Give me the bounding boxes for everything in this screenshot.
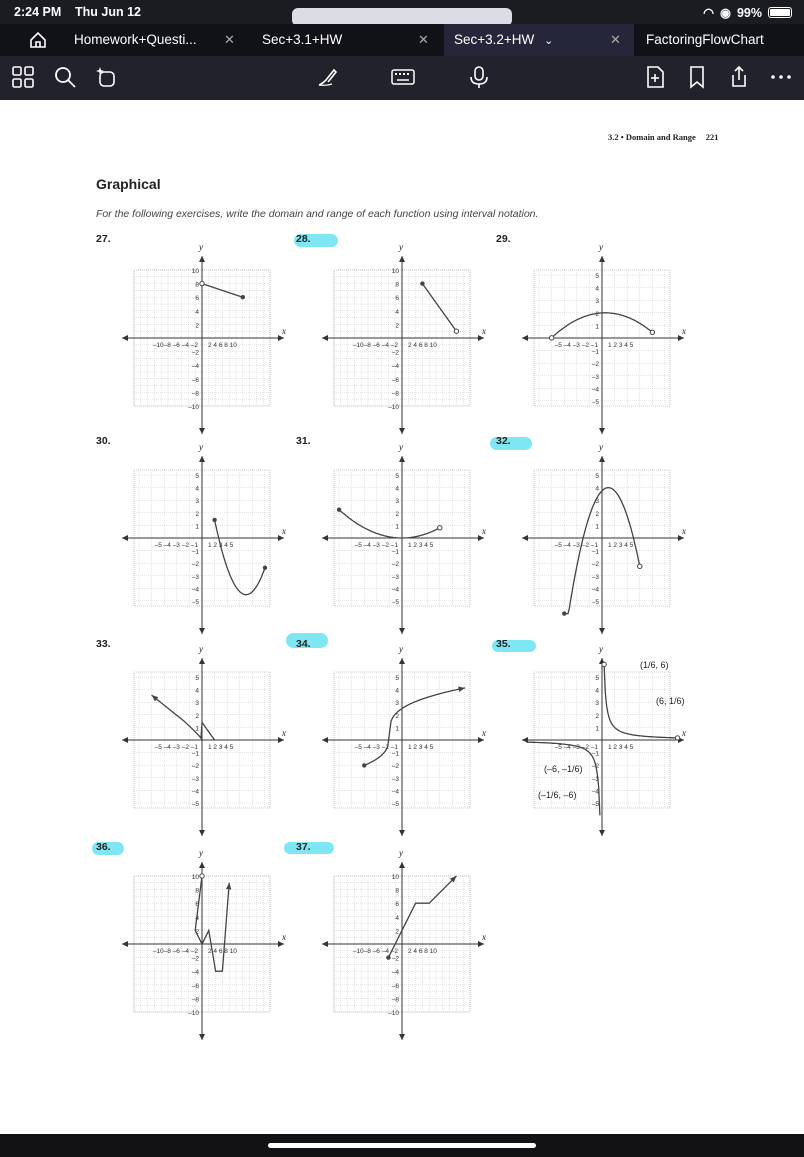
y-tick-label: 6 <box>195 901 199 909</box>
running-head: 3.2 • Domain and Range 221 <box>608 132 719 142</box>
y-tick-label: –4 <box>391 363 399 371</box>
battery-icon <box>768 7 792 18</box>
y-tick-label: –1 <box>191 750 199 758</box>
curve-arrow <box>226 883 231 890</box>
closed-endpoint <box>241 295 245 299</box>
x-axis-label: x <box>282 526 286 536</box>
y-tick-label: 1 <box>395 523 399 531</box>
x-tick-label: 1 2 3 4 5 <box>208 744 234 751</box>
y-tick-label: 1 <box>395 725 399 733</box>
y-tick-label: 4 <box>395 687 399 695</box>
y-tick-label: 4 <box>395 485 399 493</box>
y-tick-label: –6 <box>391 376 399 384</box>
tab-label: Homework+Questi... <box>74 32 197 47</box>
x-tick-label: –10–8 –6 –4 –2 <box>152 948 198 955</box>
y-tick-label: –2 <box>391 349 399 357</box>
function-curve <box>339 510 440 538</box>
y-tick-label: –1 <box>591 348 599 356</box>
y-axis-arrow <box>399 628 405 634</box>
status-right <box>703 5 792 20</box>
x-tick-label: –5 –4 –3 –2 –1 <box>554 744 598 751</box>
y-tick-label: –5 <box>591 800 599 808</box>
open-endpoint <box>638 564 642 568</box>
graph-31 <box>318 438 488 638</box>
y-tick-label: –8 <box>191 390 199 398</box>
y-axis-arrow <box>199 628 205 634</box>
y-axis-label: y <box>399 442 403 452</box>
y-tick-label: 2 <box>395 510 399 518</box>
open-endpoint <box>650 330 654 334</box>
x-axis-label: x <box>282 326 286 336</box>
y-axis-arrow <box>399 1034 405 1040</box>
y-axis-arrow <box>399 256 405 262</box>
y-tick-label: –4 <box>591 586 599 594</box>
graph-29 <box>518 238 688 438</box>
instructions: For the following exercises, write the domain and range of each function using interval notation. <box>96 208 539 220</box>
y-tick-label: –2 <box>191 955 199 963</box>
x-axis-label: x <box>482 728 486 738</box>
date: Thu Jun 12 <box>75 5 141 19</box>
y-tick-label: –4 <box>191 363 199 371</box>
open-endpoint <box>200 281 204 285</box>
x-axis-arrow <box>122 335 128 341</box>
y-tick-label: 2 <box>195 322 199 330</box>
annotation: (–1/6, –6) <box>538 790 577 800</box>
tab-label: Sec+3.1+HW <box>262 32 343 47</box>
tab-label: Sec+3.2+HW <box>454 32 535 47</box>
x-axis-label: x <box>282 728 286 738</box>
y-tick-label: 1 <box>595 323 599 331</box>
y-tick-label: –6 <box>191 376 199 384</box>
x-axis-label: x <box>682 326 686 336</box>
y-tick-label: 4 <box>395 308 399 316</box>
x-axis-label: x <box>282 932 286 942</box>
y-axis-arrow <box>199 256 205 262</box>
y-axis-arrow <box>199 428 205 434</box>
y-tick-label: –2 <box>391 561 399 569</box>
tab-sec32[interactable] <box>444 24 634 56</box>
y-tick-label: –5 <box>391 598 399 606</box>
y-tick-label: 4 <box>595 285 599 293</box>
x-axis-arrow <box>322 737 328 743</box>
y-tick-label: 10 <box>191 268 199 275</box>
y-tick-label: 4 <box>595 687 599 695</box>
y-tick-label: –4 <box>391 788 399 796</box>
y-axis-arrow <box>599 830 605 836</box>
exercise-number: 28. <box>296 233 311 245</box>
y-tick-label: –3 <box>391 775 399 783</box>
y-axis-arrow <box>399 428 405 434</box>
y-tick-label: –10 <box>188 404 199 411</box>
x-tick-label: –5 –4 –3 –2 –1 <box>554 342 598 349</box>
y-tick-label: 5 <box>595 273 599 281</box>
annotation: (1/6, 6) <box>640 660 669 670</box>
y-tick-label: 3 <box>595 700 599 708</box>
exercise-number: 32. <box>496 435 511 447</box>
search-icon[interactable] <box>52 64 78 90</box>
more-icon[interactable] <box>768 64 794 90</box>
y-tick-label: –6 <box>191 982 199 990</box>
y-tick-label: 1 <box>595 523 599 531</box>
closed-endpoint <box>420 281 424 285</box>
x-tick-label: 1 2 3 4 5 <box>608 542 634 549</box>
exercise-number: 37. <box>296 841 311 853</box>
y-tick-label: 1 <box>195 523 199 531</box>
function-curve <box>422 284 456 332</box>
y-tick-label: 8 <box>395 887 399 895</box>
y-axis-arrow <box>399 456 405 462</box>
x-axis-arrow <box>322 535 328 541</box>
exercise-number: 33. <box>96 638 111 650</box>
graph-35 <box>518 640 688 840</box>
x-tick-label: –10–8 –6 –4 –2 <box>352 948 398 955</box>
y-tick-label: –5 <box>591 598 599 606</box>
x-axis-arrow <box>322 335 328 341</box>
open-endpoint <box>549 336 553 340</box>
y-tick-label: 6 <box>395 295 399 303</box>
y-axis-arrow <box>599 428 605 434</box>
open-endpoint <box>675 736 679 740</box>
y-tick-label: –3 <box>391 573 399 581</box>
graph-37 <box>318 844 488 1044</box>
y-axis-label: y <box>399 644 403 654</box>
y-tick-label: 5 <box>195 675 199 683</box>
y-tick-label: –10 <box>188 1010 199 1017</box>
y-tick-label: –1 <box>391 548 399 556</box>
x-axis-arrow <box>522 335 528 341</box>
close-icon[interactable]: ✕ <box>418 32 429 47</box>
graph-36 <box>118 844 288 1044</box>
closed-endpoint <box>386 955 390 959</box>
y-tick-label: 2 <box>395 712 399 720</box>
y-axis-arrow <box>199 658 205 664</box>
microphone-icon[interactable] <box>466 64 492 90</box>
tab-factoring[interactable] <box>636 24 804 56</box>
y-axis-arrow <box>199 1034 205 1040</box>
x-tick-label: –10–8 –6 –4 –2 <box>152 342 198 349</box>
y-tick-label: –1 <box>591 750 599 758</box>
graph-30 <box>118 438 288 638</box>
open-endpoint <box>438 526 442 530</box>
y-tick-label: –2 <box>191 349 199 357</box>
x-axis-label: x <box>482 932 486 942</box>
y-tick-label: 5 <box>395 473 399 481</box>
y-tick-label: 10 <box>391 874 399 881</box>
x-tick-label: –5 –4 –3 –2 –1 <box>354 542 398 549</box>
closed-endpoint <box>263 566 267 570</box>
y-tick-label: –1 <box>191 548 199 556</box>
share-icon[interactable] <box>726 64 752 90</box>
y-tick-label: 5 <box>595 675 599 683</box>
pen-icon[interactable] <box>314 64 340 90</box>
close-icon[interactable]: ✕ <box>224 32 235 47</box>
y-tick-label: –4 <box>191 586 199 594</box>
open-endpoint <box>200 874 204 878</box>
x-tick-label: 1 2 3 4 5 <box>408 744 434 751</box>
x-tick-label: 2 4 6 8 10 <box>408 342 437 349</box>
y-tick-label: –3 <box>591 373 599 381</box>
y-tick-label: 3 <box>595 298 599 306</box>
x-tick-label: –5 –4 –3 –2 –1 <box>554 542 598 549</box>
y-axis-arrow <box>199 830 205 836</box>
y-tick-label: –4 <box>191 788 199 796</box>
y-tick-label: 3 <box>195 498 199 506</box>
toolbar <box>0 56 804 100</box>
keyboard-icon[interactable] <box>390 64 416 90</box>
y-tick-label: –1 <box>591 548 599 556</box>
y-axis-arrow <box>599 628 605 634</box>
x-axis-arrow <box>522 535 528 541</box>
y-tick-label: 4 <box>195 308 199 316</box>
x-tick-label: 2 4 6 8 10 <box>408 948 437 955</box>
x-tick-label: –5 –4 –3 –2 –1 <box>154 542 198 549</box>
y-tick-label: 4 <box>195 485 199 493</box>
y-tick-label: –3 <box>191 573 199 581</box>
closed-endpoint <box>212 518 216 522</box>
y-tick-label: 4 <box>395 914 399 922</box>
x-tick-label: –5 –4 –3 –2 –1 <box>354 744 398 751</box>
y-tick-label: 2 <box>395 928 399 936</box>
y-tick-label: –6 <box>391 982 399 990</box>
y-tick-label: 4 <box>195 687 199 695</box>
exercise-number: 36. <box>96 841 111 853</box>
curve-arrow <box>458 687 465 692</box>
y-tick-label: –4 <box>591 386 599 394</box>
y-axis-arrow <box>399 830 405 836</box>
graph-33 <box>118 640 288 840</box>
y-tick-label: –4 <box>191 969 199 977</box>
y-tick-label: –5 <box>191 800 199 808</box>
y-axis-arrow <box>599 256 605 262</box>
tab-bar <box>0 24 804 56</box>
y-axis-arrow <box>399 862 405 868</box>
graph-27 <box>118 238 288 438</box>
y-tick-label: 10 <box>391 268 399 275</box>
y-tick-label: –2 <box>591 763 599 771</box>
y-axis-arrow <box>199 862 205 868</box>
y-tick-label: 1 <box>195 725 199 733</box>
closed-endpoint <box>562 611 566 615</box>
closed-endpoint <box>337 507 341 511</box>
x-tick-label: 1 2 3 4 5 <box>408 542 434 549</box>
y-tick-label: –4 <box>591 788 599 796</box>
y-tick-label: 4 <box>595 485 599 493</box>
y-tick-label: 8 <box>395 281 399 289</box>
home-icon[interactable] <box>18 24 58 56</box>
y-axis-arrow <box>199 456 205 462</box>
y-axis-label: y <box>199 848 203 858</box>
y-tick-label: –10 <box>388 1010 399 1017</box>
y-tick-label: –2 <box>391 955 399 963</box>
y-tick-label: –5 <box>191 598 199 606</box>
exercise-number: 30. <box>96 435 111 447</box>
y-axis-arrow <box>599 456 605 462</box>
x-axis-arrow <box>322 941 328 947</box>
y-axis-label: y <box>399 242 403 252</box>
location-icon: ◉ <box>720 6 731 20</box>
y-tick-label: –4 <box>391 969 399 977</box>
y-tick-label: –3 <box>591 775 599 783</box>
y-tick-label: 5 <box>595 473 599 481</box>
battery-percent: 99% <box>736 5 762 20</box>
ai-sparkle-icon[interactable] <box>94 64 120 90</box>
x-tick-label: 1 2 3 4 5 <box>608 744 634 751</box>
x-tick-label: –5 –4 –3 –2 –1 <box>154 744 198 751</box>
y-tick-label: –1 <box>391 750 399 758</box>
function-curve <box>526 742 600 815</box>
x-tick-label: 1 2 3 4 5 <box>608 342 634 349</box>
y-tick-label: 2 <box>595 712 599 720</box>
y-tick-label: –10 <box>388 404 399 411</box>
grid-icon[interactable] <box>10 64 36 90</box>
exercise-number: 31. <box>296 435 311 447</box>
close-icon[interactable]: ✕ <box>610 32 621 47</box>
graph-34 <box>318 640 488 840</box>
y-tick-label: –2 <box>391 763 399 771</box>
y-tick-label: 5 <box>195 473 199 481</box>
x-axis-arrow <box>122 535 128 541</box>
annotation: (–6, –1/6) <box>544 764 583 774</box>
x-axis-arrow <box>122 941 128 947</box>
y-tick-label: –8 <box>191 996 199 1004</box>
y-tick-label: 4 <box>195 914 199 922</box>
y-tick-label: 3 <box>395 700 399 708</box>
y-tick-label: 6 <box>395 901 399 909</box>
add-page-icon[interactable] <box>642 64 668 90</box>
graph-32 <box>518 438 688 638</box>
annotation: (6, 1/6) <box>656 696 685 706</box>
y-axis-label: y <box>599 442 603 452</box>
graph-28 <box>318 238 488 438</box>
x-tick-label: –10–8 –6 –4 –2 <box>352 342 398 349</box>
x-axis-label: x <box>482 326 486 336</box>
x-axis-arrow <box>122 737 128 743</box>
section-title: Graphical <box>96 176 161 192</box>
y-tick-label: 6 <box>195 295 199 303</box>
y-axis-label: y <box>199 442 203 452</box>
y-tick-label: 2 <box>595 310 599 318</box>
function-curve <box>152 695 215 740</box>
y-tick-label: –4 <box>391 586 399 594</box>
y-tick-label: 1 <box>595 725 599 733</box>
home-indicator-area <box>0 1134 804 1157</box>
y-tick-label: –2 <box>191 561 199 569</box>
exercise-number: 34. <box>296 638 311 650</box>
y-axis-label: y <box>199 644 203 654</box>
y-tick-label: –2 <box>591 361 599 369</box>
home-indicator[interactable] <box>268 1143 536 1148</box>
x-axis-label: x <box>682 728 686 738</box>
y-tick-label: 2 <box>195 510 199 518</box>
y-tick-label: 3 <box>395 498 399 506</box>
y-tick-label: 2 <box>195 928 199 936</box>
x-tick-label: 2 4 6 8 10 <box>208 342 237 349</box>
y-axis-label: y <box>399 848 403 858</box>
tab-label: FactoringFlowChart <box>646 32 764 47</box>
y-axis-label: y <box>599 644 603 654</box>
x-tick-label: 1 2 3 4 5 <box>208 542 234 549</box>
y-tick-label: –3 <box>591 573 599 581</box>
y-tick-label: 8 <box>195 887 199 895</box>
y-axis-label: y <box>199 242 203 252</box>
open-endpoint <box>454 329 458 333</box>
exercise-number: 35. <box>496 638 511 650</box>
y-tick-label: 2 <box>395 322 399 330</box>
exercise-number: 27. <box>96 233 111 245</box>
y-tick-label: –8 <box>391 996 399 1004</box>
y-tick-label: –3 <box>191 775 199 783</box>
function-curve <box>215 520 265 595</box>
y-tick-label: 8 <box>195 281 199 289</box>
y-tick-label: 2 <box>195 712 199 720</box>
chevron-down-icon[interactable]: ⌄ <box>544 35 554 47</box>
closed-endpoint <box>362 763 366 767</box>
y-tick-label: –5 <box>591 398 599 406</box>
tab-sec31[interactable] <box>252 24 442 56</box>
y-tick-label: 10 <box>191 874 199 881</box>
exercise-number: 29. <box>496 233 511 245</box>
y-tick-label: –2 <box>591 561 599 569</box>
y-tick-label: –2 <box>191 763 199 771</box>
y-tick-label: 3 <box>595 498 599 506</box>
y-tick-label: 2 <box>595 510 599 518</box>
document-page[interactable] <box>0 100 804 1134</box>
wifi-icon: ◠ <box>703 6 715 20</box>
y-tick-label: –8 <box>391 390 399 398</box>
y-axis-arrow <box>399 658 405 664</box>
tab-homework[interactable] <box>64 24 250 56</box>
x-axis-label: x <box>482 526 486 536</box>
open-endpoint <box>602 662 606 666</box>
y-tick-label: 5 <box>395 675 399 683</box>
x-tick-label: 2 4 6 8 10 <box>208 948 237 955</box>
clock: 2:24 PM <box>14 5 62 19</box>
y-tick-label: –5 <box>391 800 399 808</box>
y-axis-label: y <box>599 242 603 252</box>
y-tick-label: 3 <box>195 700 199 708</box>
x-axis-label: x <box>682 526 686 536</box>
bookmark-icon[interactable] <box>684 64 710 90</box>
